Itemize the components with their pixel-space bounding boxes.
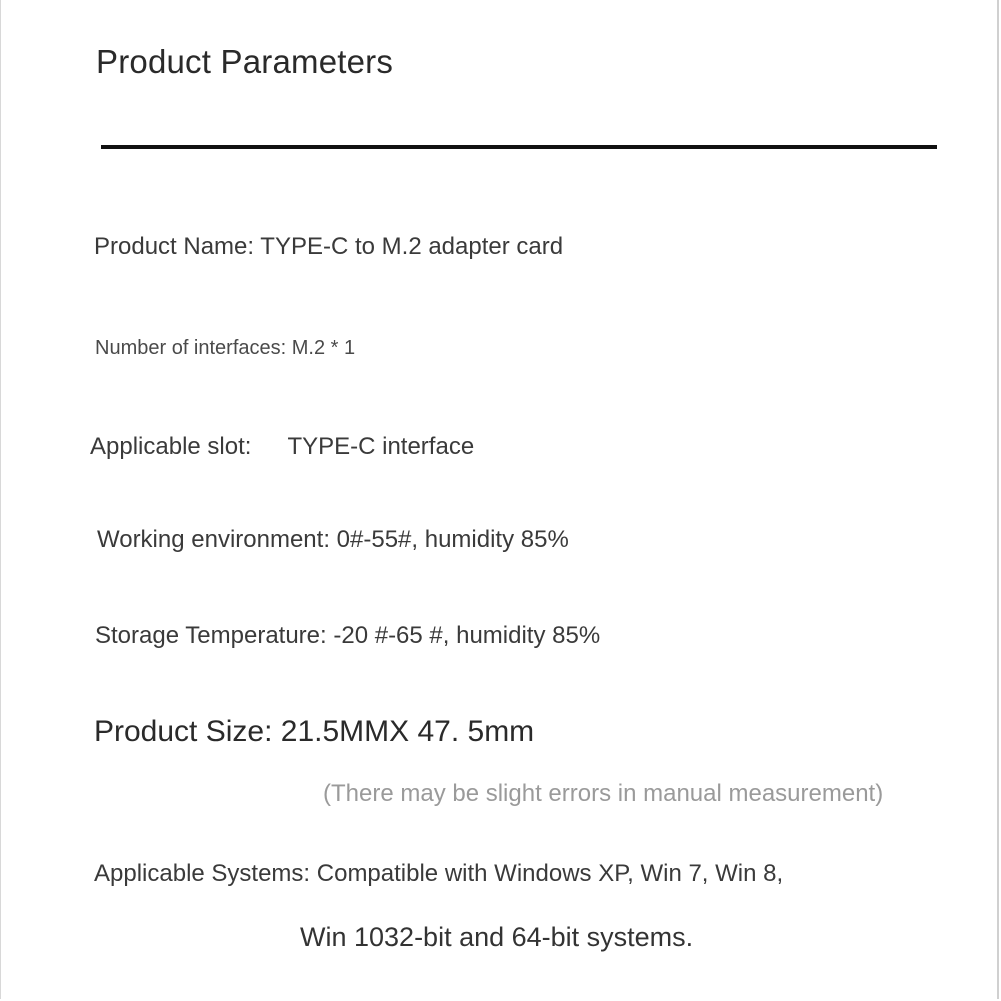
storage-temperature-line: Storage Temperature: -20 #-65 #, humidity 85%: [95, 622, 601, 649]
applicable-systems-continuation: Win 1032-bit and 64-bit systems.: [300, 922, 694, 952]
working-environment-line: Working environment: 0#-55#, humidity 85%: [97, 526, 569, 553]
applicable-systems-line: Applicable Systems: Compatible with Windows XP, Win 7, Win 8,: [94, 860, 784, 887]
applicable-slot-line: [90, 433, 474, 461]
measurement-note: (There may be slight errors in manual measurement): [323, 780, 884, 807]
product-name-line: Product Name: TYPE-C to M.2 adapter card: [94, 233, 564, 260]
interfaces-line: Number of interfaces: M.2 * 1: [95, 337, 356, 359]
slot-value: TYPE-C interface: [287, 433, 475, 460]
page-title: Product Parameters: [96, 43, 394, 80]
slot-label: Applicable slot:: [90, 433, 252, 460]
title-divider: [101, 145, 937, 149]
product-size-line: Product Size: 21.5MMX 47. 5mm: [94, 715, 535, 748]
